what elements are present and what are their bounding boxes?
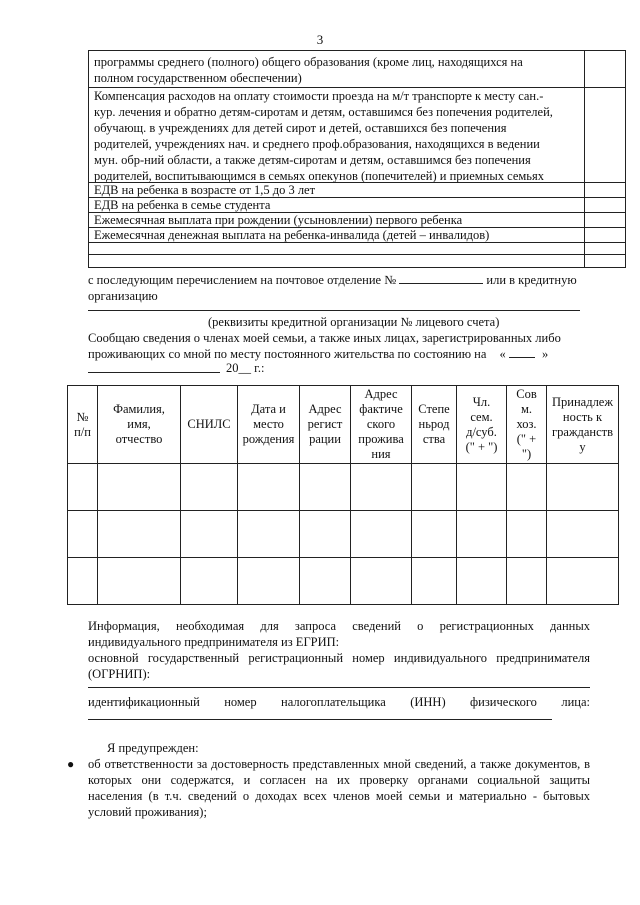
table-row-text: мун. обр-ний области, а также детям-сиротам и детям, оставшимся без попечения xyxy=(94,153,531,167)
header-citizenship: Принадлеж ность к гражданств у xyxy=(547,386,619,464)
header-joint-household: Сов м. хоз. (" + ") xyxy=(507,386,547,464)
header-snils: СНИЛС xyxy=(181,386,238,464)
warning-line-1: об ответственности за достоверность представленных мной сведений, а также документов, в xyxy=(88,757,590,771)
table-cell[interactable] xyxy=(98,511,181,558)
inn-line: идентификационный номер налогоплательщика (ИНН) физического лица: xyxy=(88,695,590,709)
egrip-line-1: Информация, необходимая для запроса сведений о регистрационных данных xyxy=(88,619,590,633)
table-cell[interactable] xyxy=(351,511,412,558)
header-full-name: Фамилия, имя, отчество xyxy=(98,386,181,464)
table-cell[interactable] xyxy=(547,511,619,558)
inn-field[interactable] xyxy=(88,719,552,720)
table-cell[interactable] xyxy=(547,464,619,511)
table-row xyxy=(68,511,619,558)
table-cell[interactable] xyxy=(98,558,181,605)
warning-line-3: населения (в т.ч. сведений о доходах всех членов моей семьи и материально - бытовых xyxy=(88,789,590,803)
table-row-text: Ежемесячная денежная выплата на ребенка-инвалида (детей – инвалидов) xyxy=(94,228,490,242)
table-cell[interactable] xyxy=(351,558,412,605)
table-row-text: обучающ. в учреждениях для детей сирот и детей, оставшихся без попечения xyxy=(94,121,507,135)
family-members-table xyxy=(67,385,619,605)
warning-line-4: условий проживания); xyxy=(88,805,207,819)
table-row-text: кур. лечения и обратно детям-сиротам и детям, оставшимся без попечения родителей, xyxy=(94,105,553,119)
table-cell[interactable] xyxy=(238,464,300,511)
table-cell[interactable] xyxy=(412,464,457,511)
table-cell[interactable] xyxy=(68,464,98,511)
family-intro-line-1: Сообщаю сведения о членах моей семьи, а также иных лицах, зарегистрированных либо xyxy=(88,331,561,345)
table-cell[interactable] xyxy=(238,558,300,605)
table-cell[interactable] xyxy=(507,464,547,511)
benefits-table xyxy=(88,50,626,268)
page-number: 3 xyxy=(316,32,324,47)
table-row-text: Компенсация расходов на оплату стоимости проезда на м/т транспорте к месту сан.- xyxy=(94,89,544,103)
table-cell[interactable] xyxy=(300,558,351,605)
table-row-text: родителей, воспитывающимся в семьях опекунов (попечителей) и приемных семьях xyxy=(94,169,544,183)
egrip-line-3: основной государственный регистрационный номер индивидуального предпринимателя xyxy=(88,651,590,665)
table-cell[interactable] xyxy=(98,464,181,511)
header-kinship: Степе ньрод ства xyxy=(412,386,457,464)
table-cell[interactable] xyxy=(507,558,547,605)
requisites-caption: (реквизиты кредитной организации № лицевого счета) xyxy=(208,315,500,329)
egrip-line-4: (ОГРНИП): xyxy=(88,667,151,681)
family-intro-line-2: проживающих со мной по месту постоянного жительства по состоянию на « » xyxy=(88,347,549,361)
table-cell[interactable] xyxy=(181,511,238,558)
transfer-line-1: с последующим перечислением на почтовое отделение № или в кредитную xyxy=(88,273,577,287)
warning-title: Я предупрежден: xyxy=(107,741,199,755)
table-cell[interactable] xyxy=(68,558,98,605)
header-registration-address: Адрес регист рации xyxy=(300,386,351,464)
egrip-line-2: индивидуального предпринимателя из ЕГРИП: xyxy=(88,635,340,649)
table-row xyxy=(68,558,619,605)
table-cell[interactable] xyxy=(457,511,507,558)
bank-requisites-field[interactable] xyxy=(88,310,580,311)
row-divider xyxy=(89,242,625,243)
table-cell[interactable] xyxy=(181,558,238,605)
date-day-field[interactable] xyxy=(509,346,535,358)
table-row-text: программы среднего (полного) общего образования (кроме лиц, находящихся на xyxy=(94,55,523,69)
table-cell[interactable] xyxy=(457,464,507,511)
table-cell[interactable] xyxy=(507,511,547,558)
table-cell[interactable] xyxy=(457,558,507,605)
table-cell[interactable] xyxy=(300,464,351,511)
table-cell[interactable] xyxy=(412,511,457,558)
table-row-text: Ежемесячная выплата при рождении (усыновлении) первого ребенка xyxy=(94,213,463,227)
table-cell[interactable] xyxy=(238,511,300,558)
table-row-text: полном государственном обеспечении) xyxy=(94,71,302,85)
header-family-member: Чл. сем. д/суб. (" + ") xyxy=(457,386,507,464)
header-actual-address: Адрес фактиче ского прожива ния xyxy=(351,386,412,464)
header-birth-date-place: Дата и место рождения xyxy=(238,386,300,464)
ogrnip-field[interactable] xyxy=(88,687,590,688)
transfer-line-2: организацию xyxy=(88,289,158,303)
date-year: 20__ г.: xyxy=(226,361,265,375)
row-divider xyxy=(89,254,625,255)
table-cell[interactable] xyxy=(181,464,238,511)
table-cell[interactable] xyxy=(68,511,98,558)
table-header-row xyxy=(68,386,619,464)
header-number: № п/п xyxy=(68,386,98,464)
post-office-number-field[interactable] xyxy=(399,272,483,284)
table-cell[interactable] xyxy=(351,464,412,511)
table-row-text: ЕДВ на ребенка в возрасте от 1,5 до 3 лет xyxy=(94,183,316,197)
bullet-icon: ● xyxy=(67,757,75,771)
table-cell[interactable] xyxy=(412,558,457,605)
date-month-field[interactable] xyxy=(88,372,220,373)
table-row-text: ЕДВ на ребенка в семье студента xyxy=(94,198,271,212)
warning-line-2: которых они содержатся, и согласен на их проверку органами социальной защиты xyxy=(88,773,590,787)
table-row xyxy=(68,464,619,511)
table-column-divider xyxy=(584,51,585,267)
table-cell[interactable] xyxy=(547,558,619,605)
table-row-text: родителей, учреждениях нач. и среднего проф.образования, находящихся в ведении xyxy=(94,137,540,151)
table-cell[interactable] xyxy=(300,511,351,558)
